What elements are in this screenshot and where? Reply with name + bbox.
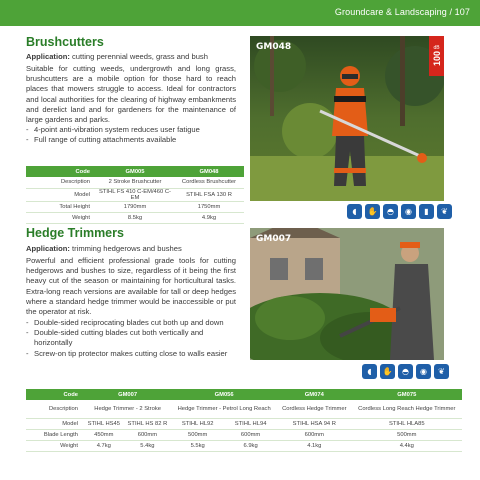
table-row (26, 400, 462, 418)
leaf-icon: ❦ (437, 204, 452, 219)
hedge-trimmers-description: Powerful and efficient professional grade tools for cutting hedgerows and bushes to size, regardless of it being the first heavy cut of the season or maintaining for horticultural tasks. Extra-long reach versions are available for tall or deep hedges where a standard hedge trimmer would be inaccessible or put the operator at risk. (26, 256, 236, 317)
noise-badge-value: 100 (431, 51, 442, 67)
table-cell: Model (26, 418, 84, 429)
table-cell: STIHL HS45 (84, 418, 124, 429)
application-label: Application: (26, 244, 70, 253)
table-cell: Hedge Trimmer - 2 Stroke (84, 400, 171, 418)
hedge-trimmer-spec-table (26, 389, 462, 452)
table-cell: 4.4kg (352, 440, 462, 451)
table-cell: 6.9kg (224, 440, 277, 451)
brushcutter-ppe-icons (347, 204, 452, 219)
application-text: trimming hedgerows and bushes (72, 244, 182, 253)
table-cell: 450mm (84, 429, 124, 440)
table-cell: Weight (26, 212, 96, 223)
hedge-trimmer-photo-tag: GM007 (256, 234, 292, 244)
glove-icon: ✋ (365, 204, 380, 219)
table-cell: 1750mm (174, 201, 244, 212)
table-cell: Cordless Brushcutter (174, 177, 244, 188)
table-cell: 5.5kg (171, 440, 224, 451)
table-cell: STIHL HS 82 R (124, 418, 172, 429)
helmet-icon: ◓ (398, 364, 413, 379)
table-cell: Total Height (26, 201, 96, 212)
table-header-cell: GM075 (352, 389, 462, 400)
table-cell: 600mm (277, 429, 352, 440)
bullet-item: - Double-sided cutting blades cut both vertically and horizontally (26, 328, 241, 348)
application-label: Application: (26, 52, 70, 61)
brushcutter-photo-illustration (250, 36, 444, 201)
brushcutters-description: Suitable for cutting weeds, undergrowth and long grass, brushcutters are a mobile option for those hard to reach places that mowers struggle to access. Ideal for contractors and local authorities for the clearing of highway embankments and derelict land and for gardeners for the maintenance of large gardens and parks. (26, 64, 236, 125)
table-header-cell: Code (26, 166, 96, 177)
brushcutter-spec-table (26, 166, 244, 224)
brushcutters-application (26, 52, 236, 62)
table-header-cell: GM005 (96, 166, 174, 177)
table-cell: STIHL FSA 130 R (174, 188, 244, 201)
table-row (26, 188, 244, 201)
helmet-icon: ◓ (383, 204, 398, 219)
table-cell: 2 Stroke Brushcutter (96, 177, 174, 188)
brushcutter-photo-tag: GM048 (256, 42, 292, 52)
table-header-row (26, 166, 244, 177)
table-cell: STIHL HSA 94 R (277, 418, 352, 429)
table-row (26, 429, 462, 440)
table-cell: Description (26, 400, 84, 418)
table-cell: Hedge Trimmer - Petrol Long Reach (171, 400, 277, 418)
brushcutters-bullets (26, 125, 241, 145)
table-cell: STIHL FS 410 C-EM/460 C-EM (96, 188, 174, 201)
leaf-icon: ❦ (434, 364, 449, 379)
table-cell: 8.5kg (96, 212, 174, 223)
table-cell: 1790mm (96, 201, 174, 212)
table-cell: 600mm (124, 429, 172, 440)
table-row (26, 440, 462, 451)
bullet-item: - 4-point anti-vibration system reduces user fatigue (26, 125, 241, 135)
application-text: cutting perennial weeds, grass and bush (72, 52, 208, 61)
table-cell: Weight (26, 440, 84, 451)
table-cell: Cordless Hedge Trimmer (277, 400, 352, 418)
hedge-trimmers-title: Hedge Trimmers (26, 226, 124, 240)
noise-badge (429, 36, 444, 76)
glove-icon: ✋ (380, 364, 395, 379)
bullet-item: - Screw-on tip protector makes cutting close to walls easier (26, 349, 241, 359)
table-row (26, 177, 244, 188)
table-header-cell: GM074 (277, 389, 352, 400)
table-cell: 5.4kg (124, 440, 172, 451)
table-row (26, 418, 462, 429)
page-header (0, 0, 480, 26)
table-cell: Model (26, 188, 96, 201)
ear-protection-icon: ◖ (347, 204, 362, 219)
hedge-trimmer-photo-illustration (250, 228, 444, 360)
hedge-trimmer-ppe-icons (362, 364, 449, 379)
table-cell: Description (26, 177, 96, 188)
brushcutter-photo (250, 36, 444, 201)
table-header-row (26, 389, 462, 400)
table-cell: Cordless Long Reach Hedge Trimmer (352, 400, 462, 418)
bullet-item: - Full range of cutting attachments available (26, 135, 241, 145)
hedge-trimmer-photo (250, 228, 444, 360)
table-cell: STIHL HL94 (224, 418, 277, 429)
page-header-text: Groundcare & Landscaping / 107 (334, 7, 470, 17)
table-cell: 4.9kg (174, 212, 244, 223)
table-row (26, 212, 244, 223)
table-cell: 4.1kg (277, 440, 352, 451)
ear-protection-icon: ◖ (362, 364, 377, 379)
table-cell: STIHL HL92 (171, 418, 224, 429)
table-header-cell: GM056 (171, 389, 277, 400)
table-header-cell: Code (26, 389, 84, 400)
noise-badge-unit: dB (433, 45, 440, 52)
table-cell: STIHL HLA85 (352, 418, 462, 429)
table-cell: 500mm (171, 429, 224, 440)
table-cell: Blade Length (26, 429, 84, 440)
table-cell: 600mm (224, 429, 277, 440)
visor-icon: ◉ (416, 364, 431, 379)
battery-icon: ▮ (419, 204, 434, 219)
table-row (26, 201, 244, 212)
table-header-cell: GM007 (84, 389, 171, 400)
table-cell: 500mm (352, 429, 462, 440)
hedge-trimmers-bullets (26, 318, 241, 359)
table-header-cell: GM048 (174, 166, 244, 177)
bullet-item: - Double-sided reciprocating blades cut both up and down (26, 318, 241, 328)
hedge-trimmers-application (26, 244, 236, 254)
brushcutters-title: Brushcutters (26, 35, 104, 49)
table-cell: 4.7kg (84, 440, 124, 451)
visor-icon: ◉ (401, 204, 416, 219)
